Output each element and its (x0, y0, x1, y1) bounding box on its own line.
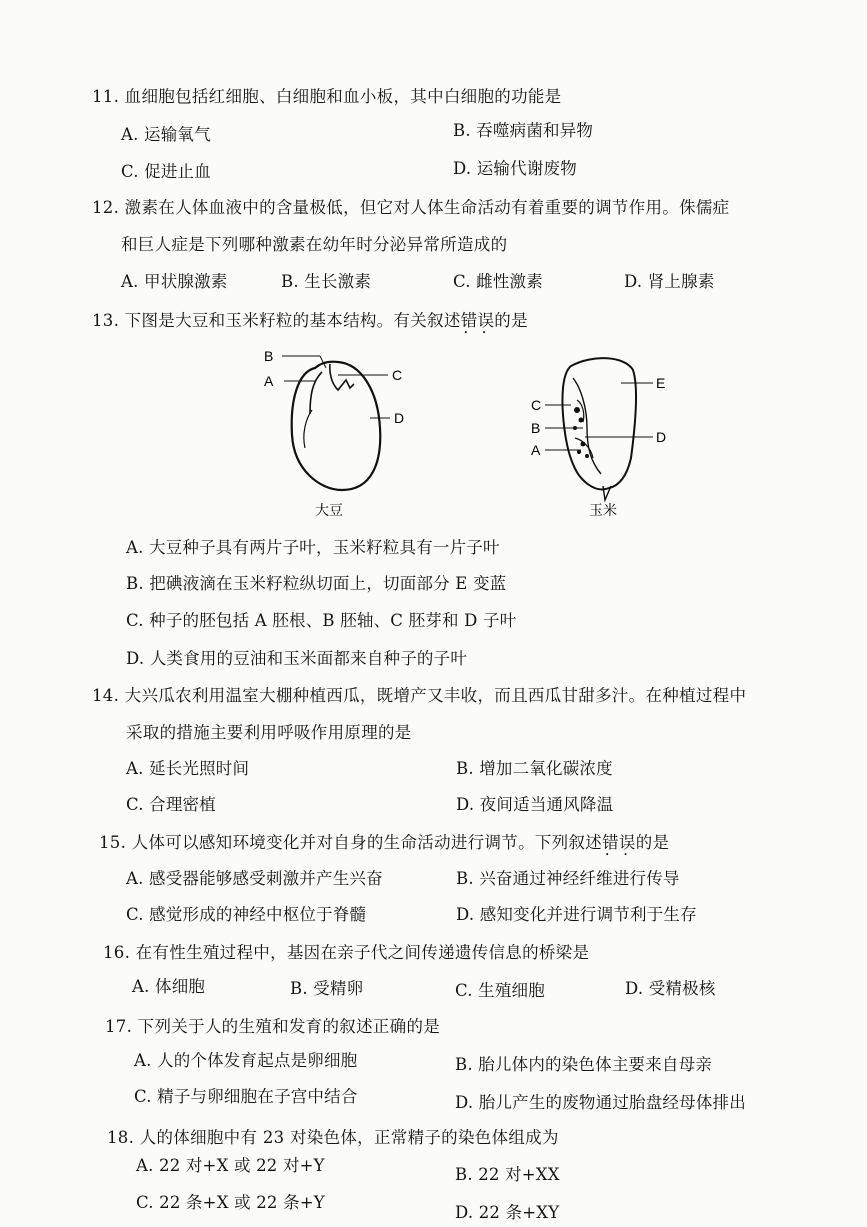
soy-label-d: D (394, 410, 405, 426)
corn-label-a: A (531, 442, 541, 458)
q15-option-b: B. 兴奋通过神经纤维进行传导 (456, 869, 680, 888)
q15-option-d: D. 感知变化并进行调节利于生存 (456, 905, 697, 924)
q16-stem: 16. 在有性生殖过程中，基因在亲子代之间传递遗传信息的桥梁是 (103, 943, 590, 962)
soy-label-a: A (264, 373, 274, 389)
q15-stem-post: 的是 (635, 833, 670, 852)
corn-label-e: E (656, 375, 666, 391)
q15-option-a: A. 感受器能够感受刺激并产生兴奋 (126, 869, 383, 888)
q12-option-a: A. 甲状腺激素 (121, 272, 228, 291)
q13-stem (92, 310, 528, 332)
soy-label-b: B (264, 348, 274, 364)
q14-option-b: B. 增加二氧化碳浓度 (456, 759, 613, 778)
q13-stem-pre: 13. 下图是大豆和玉米籽粒的基本结构。有关叙述 (92, 311, 461, 330)
q18-option-c: C. 22 条+X 或 22 条+Y (136, 1193, 325, 1212)
q16-option-a: A. 体细胞 (132, 977, 206, 996)
q15-option-c: C. 感觉形成的神经中枢位于脊髓 (126, 905, 367, 924)
q14-option-a: A. 延长光照时间 (126, 759, 250, 778)
q11-option-b: B. 吞噬病菌和异物 (453, 121, 594, 140)
q17-option-d: D. 胎儿产生的废物通过胎盘经母体排出 (455, 1093, 746, 1112)
q18-option-b: B. 22 对+XX (455, 1165, 560, 1184)
q16-option-d: D. 受精极核 (625, 979, 716, 998)
q13-stem-post: 的是 (494, 311, 528, 330)
q18-option-d: D. 22 条+XY (455, 1203, 560, 1222)
soy-caption: 大豆 (315, 502, 343, 518)
corn-label-c: C (531, 397, 542, 413)
q11-option-a: A. 运输氧气 (121, 125, 211, 144)
q12-stem-line1: 12. 激素在人体血液中的含量极低，但它对人体生命活动有着重要的调节作用。侏儒症 (92, 198, 730, 217)
q14-stem-line2: 采取的措施主要利用呼吸作用原理的是 (126, 723, 412, 742)
q18-stem: 18. 人的体细胞中有 23 对染色体，正常精子的染色体组成为 (107, 1128, 559, 1147)
soy-label-c: C (392, 367, 403, 383)
q14-stem-line1: 14. 大兴瓜农利用温室大棚种植西瓜，既增产又丰收，而且西瓜甘甜多汁。在种植过程中 (92, 686, 747, 705)
q15-stem (99, 832, 669, 854)
q13-stem-emphasis: 错误 • • (461, 310, 495, 332)
q11-stem: 11. 血细胞包括红细胞、白细胞和血小板，其中白细胞的功能是 (92, 87, 562, 106)
q15-stem-pre: 15. 人体可以感知环境变化并对自身的生命活动进行调节。下列叙述 (99, 833, 603, 852)
q11-option-d: D. 运输代谢废物 (453, 159, 577, 178)
q14-option-c: C. 合理密植 (126, 795, 216, 814)
q13-option-b: B. 把碘液滴在玉米籽粒纵切面上，切面部分 E 变蓝 (126, 574, 507, 593)
q12-option-c: C. 雌性激素 (453, 272, 543, 291)
corn-kernel-diagram (525, 348, 685, 522)
q17-option-b: B. 胎儿体内的染色体主要来自母亲 (455, 1055, 713, 1074)
q16-option-b: B. 受精卵 (290, 979, 364, 998)
q17-stem: 17. 下列关于人的生殖和发育的叙述正确的是 (105, 1017, 441, 1036)
q12-option-d: D. 肾上腺素 (624, 272, 715, 291)
q15-stem-emphasis: 错误 • • (602, 832, 636, 854)
soybean-seed-diagram (250, 340, 420, 522)
q18-option-a: A. 22 对+X 或 22 对+Y (136, 1156, 325, 1175)
corn-caption: 玉米 (589, 502, 617, 518)
q14-option-d: D. 夜间适当通风降温 (456, 795, 614, 814)
q11-option-c: C. 促进止血 (121, 162, 211, 181)
q12-stem-line2: 和巨人症是下列哪种激素在幼年时分泌异常所造成的 (121, 235, 508, 254)
q13-option-c: C. 种子的胚包括 A 胚根、B 胚轴、C 胚芽和 D 子叶 (126, 611, 517, 630)
q12-option-b: B. 生长激素 (281, 272, 372, 291)
q13-option-d: D. 人类食用的豆油和玉米面都来自种子的子叶 (126, 649, 468, 668)
q17-option-a: A. 人的个体发育起点是卵细胞 (134, 1051, 358, 1070)
q17-option-c: C. 精子与卵细胞在子宫中结合 (134, 1087, 358, 1106)
corn-label-d: D (656, 429, 667, 445)
corn-label-b: B (531, 420, 541, 436)
q16-option-c: C. 生殖细胞 (455, 981, 545, 1000)
q13-option-a: A. 大豆种子具有两片子叶，玉米籽粒具有一片子叶 (126, 538, 500, 557)
